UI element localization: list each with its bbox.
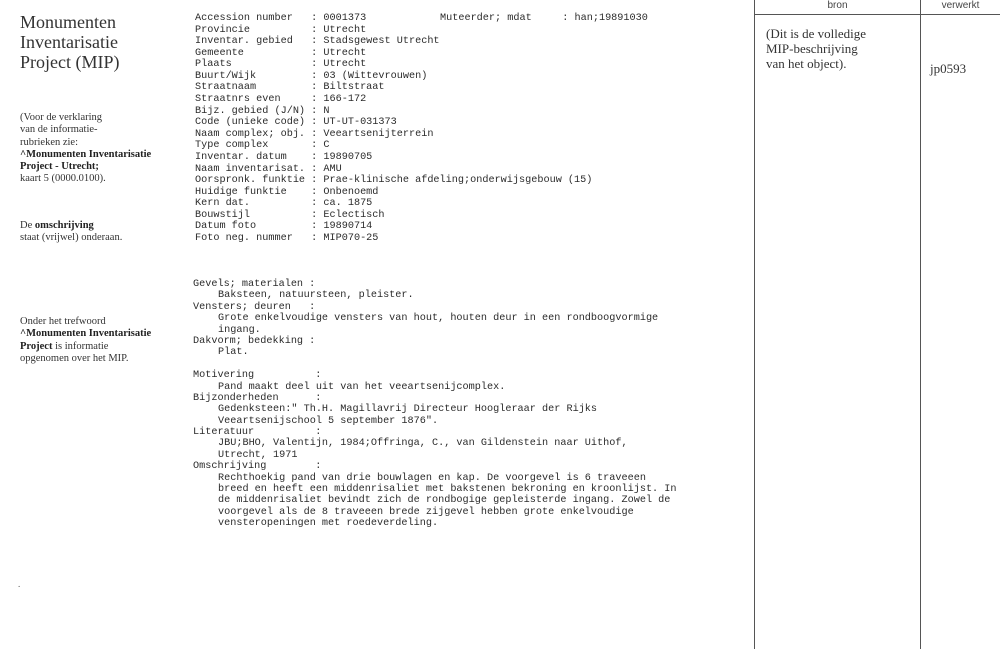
bron-note xyxy=(766,26,916,71)
explanation-note xyxy=(20,112,180,186)
column-divider xyxy=(920,0,921,649)
omschrijving-text: voorgevel als de 8 traveeen brede zijgevel hebben grote enkelvoudige xyxy=(218,506,634,518)
note-line: kaart 5 (0000.0100). xyxy=(20,173,106,185)
verwerkt-value: jp0593 xyxy=(930,61,967,76)
record-field: Naam complex; obj. : Veeartsenijterrein xyxy=(195,128,434,140)
bron-line: (Dit is de volledige xyxy=(766,26,867,41)
gevels-heading: Gevels; materialen : xyxy=(193,279,316,290)
note-line: Onder het trefwoord xyxy=(20,316,106,327)
record-field: Oorspronk. funktie : Prae-klinische afdeling;onderwijsgebouw (15) xyxy=(195,175,593,187)
literatuur-text: JBU;BHO, Valentijn, 1984;Offringa, C., van Gildenstein naar Uithof, xyxy=(218,438,628,450)
record-field: Inventar. gebied : Stadsgewest Utrecht xyxy=(195,36,440,48)
record-fields xyxy=(195,13,740,245)
omschrijving-heading: Omschrijving : xyxy=(193,461,322,473)
note-bold: ^Monumenten Inventarisatie xyxy=(20,148,152,160)
note-line: staat (vrijwel) onderaan. xyxy=(20,232,123,244)
literatuur-heading: Literatuur : xyxy=(193,427,322,439)
motivering-text: Pand maakt deel uit van het veeartsenijcomplex. xyxy=(218,381,506,393)
record-field: Buurt/Wijk : 03 (Wittevrouwen) xyxy=(195,70,428,82)
note-text: De xyxy=(20,220,35,231)
motivering-heading: Motivering : xyxy=(193,370,322,382)
mutator-field: Muteerder; mdat : han;19891030 xyxy=(440,13,648,24)
note-line: opgenomen over het MIP. xyxy=(20,352,129,364)
note-line: rubrieken zie: xyxy=(20,136,79,148)
note-line: (Voor de verklaring xyxy=(20,112,103,123)
omschrijving-text: de middenrisaliet bevindt zich de rondbogige gepleisterde ingang. Zowel de xyxy=(218,495,671,507)
record-field: Huidige funktie : Onbenoemd xyxy=(195,186,379,198)
record-field: Gemeente : Utrecht xyxy=(195,47,367,59)
record-field: Plaats : Utrecht xyxy=(195,59,367,71)
note-bold: Project xyxy=(20,340,53,352)
keyword-note xyxy=(20,316,180,365)
omschrijving-text: Rechthoekig pand van drie bouwlagen en kap. De voorgevel is 6 traveeen xyxy=(218,472,646,484)
omschrijving-text: vensteropeningen met roedeverdeling. xyxy=(218,518,439,530)
header-rule xyxy=(754,14,1000,15)
record-field: Provincie : Utrecht xyxy=(195,24,367,36)
vensters-text: Grote enkelvoudige vensters van hout, houten deur in een rondboogvormige xyxy=(218,313,659,325)
record-field: Inventar. datum : 19890705 xyxy=(195,151,373,163)
record-field: Datum foto : 19890714 xyxy=(195,221,373,233)
bijzonderheden-heading: Bijzonderheden : xyxy=(193,392,322,404)
page-title xyxy=(20,12,180,72)
omschrijving-text: breed en heeft een middenrisaliet met bakstenen bekroning en kroonlijst. In xyxy=(218,484,677,496)
record-field: Kern dat. : ca. 1875 xyxy=(195,198,373,210)
record-field: Straatnaam : Biltstraat xyxy=(195,82,385,94)
record-field: Foto neg. nummer : MIP070-25 xyxy=(195,232,379,244)
vensters-text: ingang. xyxy=(218,324,261,336)
bron-line: MIP-beschrijving xyxy=(766,41,858,56)
note-line: van de informatie- xyxy=(20,124,98,136)
title-line: Inventarisatie xyxy=(20,32,118,52)
record-field: Naam inventarisat. : AMU xyxy=(195,163,342,175)
dakvorm-heading: Dakvorm; bedekking : xyxy=(193,335,316,347)
record-field: Accession number : 0001373 xyxy=(195,13,367,24)
title-line: Project (MIP) xyxy=(20,52,120,72)
bron-line: van het object). xyxy=(766,56,847,71)
verwerkt-column-header: verwerkt xyxy=(941,0,980,11)
literatuur-text: Utrecht, 1971 xyxy=(218,449,298,461)
bijzonderheden-text: Gedenksteen:" Th.H. Magillavrij Directeur Hoogleraar der Rijks xyxy=(218,404,598,416)
bron-column-header: bron xyxy=(827,0,848,11)
dakvorm-text: Plat. xyxy=(218,347,249,359)
stray-mark: . xyxy=(18,579,21,589)
note-text: is informatie xyxy=(52,340,109,352)
description-note xyxy=(20,220,180,245)
column-divider xyxy=(754,0,755,649)
record-sections xyxy=(193,279,738,530)
title-line: Monumenten xyxy=(20,12,116,32)
record-field: Bijz. gebied (J/N) : N xyxy=(195,105,330,117)
vensters-heading: Vensters; deuren : xyxy=(193,301,316,313)
record-field: Bouwstijl : Eclectisch xyxy=(195,209,385,221)
record-field: Code (unieke code) : UT-UT-031373 xyxy=(195,117,397,129)
note-bold: ^Monumenten Inventarisatie xyxy=(20,328,152,340)
bijzonderheden-text: Veeartsenijschool 5 september 1876". xyxy=(218,415,439,427)
note-bold: omschrijving xyxy=(34,220,94,231)
note-bold: Project - Utrecht; xyxy=(20,161,99,173)
gevels-text: Baksteen, natuursteen, pleister. xyxy=(218,290,414,302)
record-field: Type complex : C xyxy=(195,140,330,152)
record-field: Straatnrs even : 166-172 xyxy=(195,94,367,106)
